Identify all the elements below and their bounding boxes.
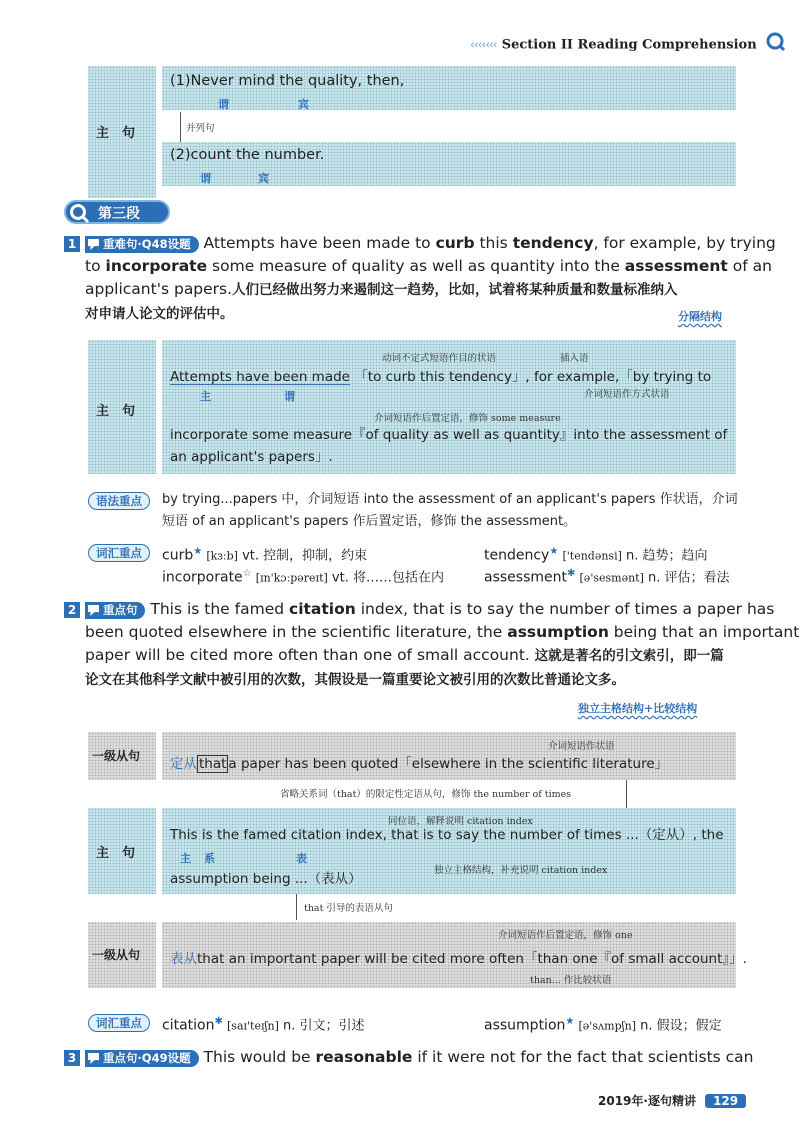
block1-s1-text: (1)Never mind the quality, then, xyxy=(170,73,405,89)
vocab2-entry-assumption: assumption★ [ə'sʌmpʃn] n. 假设；假定 xyxy=(484,1016,722,1034)
p1-keyword: assessment xyxy=(624,257,728,275)
vocab-word: incorporate xyxy=(162,569,243,586)
block3-label-predicative: 表 xyxy=(296,852,307,865)
search-icon xyxy=(766,32,786,56)
footer xyxy=(598,1090,746,1109)
block3-clause-3-text xyxy=(170,950,747,968)
grammar-line: by trying...papers 中，介词短语 into the assessment of an applicant's papers 作状语，介词 xyxy=(162,492,738,507)
conj-bracket-line xyxy=(180,112,181,142)
vocab1-entry-tendency: tendency★ ['tendənsi] n. 趋势；趋向 xyxy=(484,546,708,564)
block3-ann-adverbial: 介词短语作状语 xyxy=(548,741,615,752)
block2-line-1 xyxy=(170,368,711,386)
vocab-word: curb xyxy=(162,547,194,564)
block2-ann-postmodifier: 介词短语作后置定语，修饰 some measure xyxy=(374,413,561,424)
footer-label: 2019年·逐句精讲 xyxy=(598,1094,696,1108)
vocab1-entry-assessment: assessment✱ [ə'sesmənt] n. 评估；看法 xyxy=(484,568,730,586)
p3-keyword: reasonable xyxy=(315,1048,413,1066)
block2-line-3: an applicant's papers」. xyxy=(170,449,333,465)
vocab-phonetic: [saɪ'teɪʃn] xyxy=(227,1019,279,1033)
header-arrows: ‹‹‹‹‹‹‹ xyxy=(470,37,497,52)
p2-tag: 重点句 xyxy=(85,602,146,619)
block3-label-linking: 系 xyxy=(204,852,215,865)
vocab2-pill: 词汇重点 xyxy=(88,1014,150,1032)
p3-text: This would be xyxy=(203,1048,316,1066)
block3-ann-appositive: 同位语，解释说明 citation index xyxy=(388,816,533,827)
vocab2-entry-citation: citation✱ [saɪ'teɪʃn] n. 引文；引述 xyxy=(162,1016,365,1034)
block1-s2-label-verb: 谓 xyxy=(200,172,211,185)
p3-text: if it were not for the fact that scientists can xyxy=(412,1048,754,1066)
p2-text: been quoted elsewhere in the scientific literature, the xyxy=(85,623,508,641)
p1-keyword: curb xyxy=(435,234,475,252)
clause-rest: that an important paper will be cited more often「than one『of small account』」. xyxy=(197,951,747,967)
block1-s2-label-object: 宾 xyxy=(258,172,269,185)
block2-ann-by: 介词短语作方式状语 xyxy=(584,389,670,400)
p2-keyword: citation xyxy=(289,600,356,618)
vocab-phonetic: [ə'sesmənt] xyxy=(579,571,644,585)
block2-line-2: incorporate some measure『of quality as well as quantity』into the assessment of xyxy=(170,427,728,443)
page-number: 129 xyxy=(705,1094,746,1108)
block2-label-predicate: 谓 xyxy=(284,390,295,403)
p2-number: 2 xyxy=(64,602,80,618)
vocab-definition: vt. 将……包括在内 xyxy=(331,570,444,586)
block3-clause-1-text xyxy=(170,755,668,773)
vocab-definition: n. 引文；引述 xyxy=(283,1018,365,1034)
vocab-definition: n. 评估；看法 xyxy=(648,570,730,586)
vocab-definition: n. 趋势；趋向 xyxy=(626,548,708,564)
block3-that-note: that 引导的表语从句 xyxy=(304,903,393,914)
p1-text: applicant's papers. xyxy=(85,280,233,298)
p1-text: , for example, by trying xyxy=(593,234,776,252)
p1-text: this xyxy=(474,234,513,252)
vocab-word: assessment xyxy=(484,569,567,586)
block3-main-line-1: This is the famed citation index, that is to say the number of times ...（定从）, the xyxy=(170,827,724,843)
block1-s2-text: (2)count the number. xyxy=(170,147,325,163)
clause-prefix: 表从 xyxy=(170,951,197,967)
block2-side-label: 主 句 xyxy=(96,404,136,419)
vocab-phonetic: ['tendənsi] xyxy=(562,549,622,563)
vocab1-entry-incorporate: incorporate☆ [ɪn'kɔːpəreɪt] vt. 将……包括在内 xyxy=(162,568,444,586)
vocab-phonetic: [ə'sʌmpʃn] xyxy=(578,1019,637,1033)
block2-label-subject: 主 xyxy=(200,390,211,403)
p2-chinese: 这就是著名的引文索引，即一篇 xyxy=(534,648,724,664)
p1-structure-label: 分隔结构 xyxy=(678,310,722,323)
p2-keyword: assumption xyxy=(507,623,609,641)
p1-text: Attempts have been made to xyxy=(203,234,436,252)
block1-side-label: 主 句 xyxy=(96,126,136,141)
block2-ann-infinitive: 动词不定式短语作目的状语 xyxy=(382,353,497,364)
running-header xyxy=(470,32,770,52)
vocab1-pill: 词汇重点 xyxy=(88,544,150,562)
grammar-text xyxy=(162,489,738,533)
block3-ann-postmod-one: 介词短语作后置定语，修饰 one xyxy=(498,930,633,941)
section-heading xyxy=(64,200,170,224)
p1-text: some measure of quality as well as quantity into the xyxy=(207,257,625,275)
p1-tag: 重难句·Q48设题 xyxy=(85,236,199,253)
clause-that: that xyxy=(199,756,227,772)
vocab-definition: n. 假设；假定 xyxy=(640,1018,722,1034)
section-search-icon xyxy=(68,202,90,228)
vocab-phonetic: [ɪn'kɔːpəreɪt] xyxy=(255,571,328,585)
grammar-pill: 语法重点 xyxy=(88,492,150,510)
grammar-line: 短语 of an applicant's papers 作后置定语，修饰 the assessment。 xyxy=(162,514,577,529)
p1-text: of an xyxy=(727,257,772,275)
p2-text: This is the famed xyxy=(150,600,290,618)
block3-side-2-label: 主 句 xyxy=(96,846,136,861)
p3-english xyxy=(64,1046,754,1069)
block3-main-line-2: assumption being ...（表从） xyxy=(170,871,362,887)
p2-chinese: 论文在其他科学文献中被引用的次数，其假设是一篇重要论文被引用的次数比普通论文多。 xyxy=(85,672,625,688)
block3-label-subject: 主 xyxy=(180,852,191,865)
block3-ann-comparison: than... 作比较状语 xyxy=(530,975,612,986)
block3-connector-2 xyxy=(296,894,297,920)
p1-chinese: 对申请人论文的评估中。 xyxy=(85,306,234,322)
p1-chinese: 人们已经做出努力来遏制这一趋势，比如，试着将某种质量和数量标准纳入 xyxy=(232,282,678,298)
p1-english xyxy=(64,232,776,326)
block3-side-1-label: 一级从句 xyxy=(92,749,141,763)
p2-english xyxy=(64,598,800,692)
clause-prefix: 定从 xyxy=(170,756,197,772)
header-title: Section II Reading Comprehension xyxy=(501,37,757,53)
p1-number: 1 xyxy=(64,236,80,252)
vocab-word: assumption xyxy=(484,1017,566,1034)
vocab-word: tendency xyxy=(484,547,550,564)
block1-s1-label-verb: 谓 xyxy=(218,98,229,111)
vocab-word: citation xyxy=(162,1017,215,1034)
p2-text: index, that is to say the number of times a paper has xyxy=(355,600,775,618)
p1-keyword: incorporate xyxy=(105,257,208,275)
vocab-phonetic: [kɜːb] xyxy=(206,549,238,563)
p2-text: being that an important xyxy=(608,623,800,641)
section-title: 第三段 xyxy=(98,206,140,222)
block3-side-3-label: 一级从句 xyxy=(92,948,141,962)
p3-tag: 重点句·Q49设题 xyxy=(85,1050,199,1067)
p2-structure-label: 独立主格结构+比较结构 xyxy=(578,702,698,715)
vocab1-entry-curb: curb★ [kɜːb] vt. 控制，抑制，约束 xyxy=(162,546,368,564)
vocab-definition: vt. 控制，抑制，约束 xyxy=(242,548,368,564)
block3-note-relative: 省略关系词（that）的限定性定语从句，修饰 the number of times xyxy=(280,789,572,800)
p1-keyword: tendency xyxy=(512,234,594,252)
p1-text: to xyxy=(85,257,106,275)
block2-subject-predicate: Attempts have been made xyxy=(170,369,350,385)
block2-line-1-rest: 「to curb this tendency」, for example,「by trying to xyxy=(354,369,712,385)
block3-ann-absolute: 独立主格结构，补充说明 citation index xyxy=(434,865,608,876)
block1-s1-label-object: 宾 xyxy=(298,98,309,111)
p2-text: paper will be cited more often than one of small account. xyxy=(85,646,530,664)
clause-rest: a paper has been quoted「elsewhere in the scientific literature」 xyxy=(228,756,669,772)
block2-ann-insertion: 插入语 xyxy=(560,353,589,364)
p3-number: 3 xyxy=(64,1050,80,1066)
conj-label: 并列句 xyxy=(186,123,215,134)
